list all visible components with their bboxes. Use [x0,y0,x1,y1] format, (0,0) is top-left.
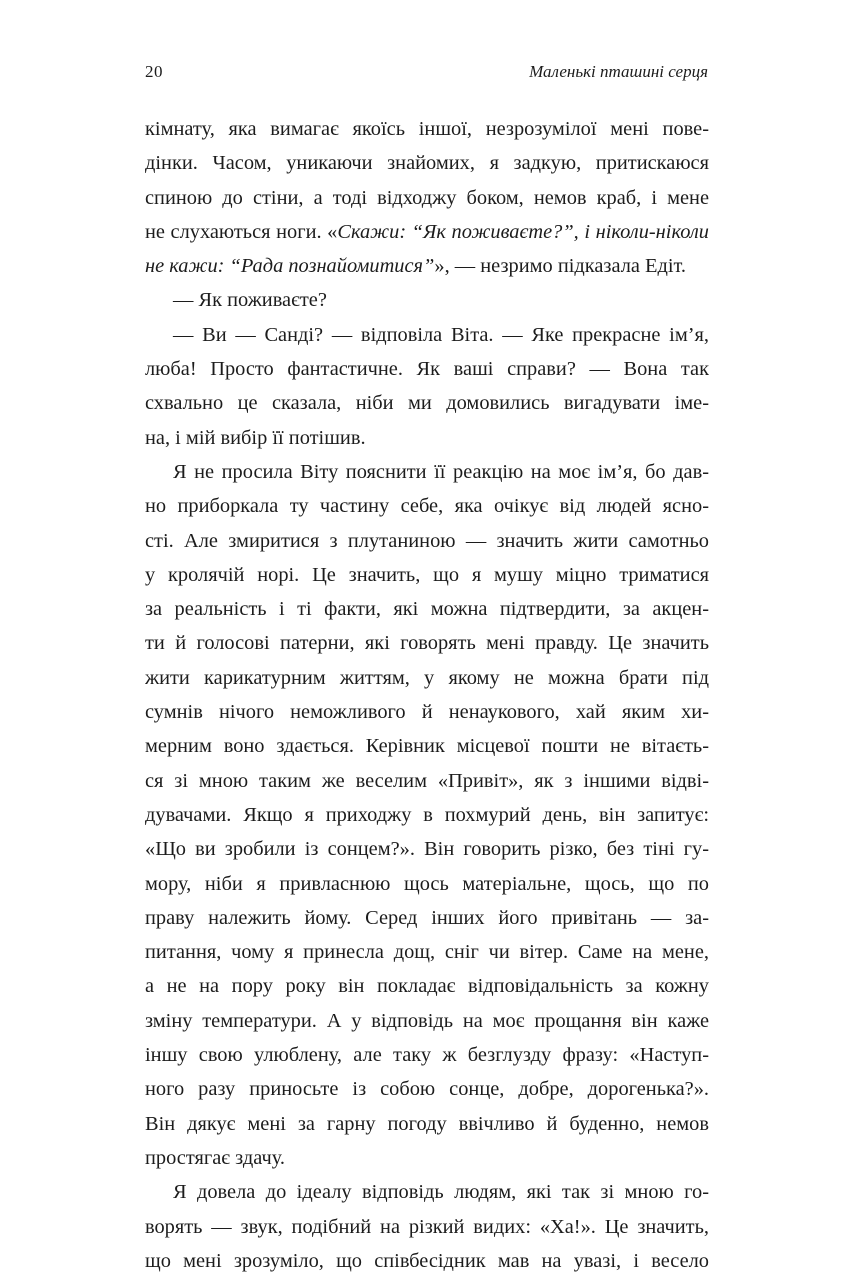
italic-run: Скажи: “Як поживаєте?”, і ніколи-ніколи [337,220,709,243]
text-run: », — незримо підказала Едіт. [434,255,687,278]
text-line: у кролячій норі. Це значить, що я мушу міцно триматися [145,563,709,586]
text-line: Він дякує мені за гарну погоду ввічливо й буденно, немов [145,1112,709,1135]
text-run: не слухаються ноги. « [145,220,338,243]
text-line: — Ви — Санді? — відповіла Віта. — Яке прекрасне ім’я, [173,323,709,346]
text-line: сті. Але змиритися з плутаниною — значить жити самотньо [145,529,709,552]
text-line: люба! Просто фантастичне. Як ваші справи? — Вона так [145,358,709,381]
text-line: Я довела до ідеалу відповідь людям, які так зі мною го- [173,1181,709,1204]
text-line: ся зі мною таким же веселим «Привіт», як з іншими відві- [145,769,709,792]
text-line: кімнату, яка вимагає якоїсь іншої, незрозумілої мені пове- [145,118,709,140]
text-line: «Що ви зробили із сонцем?». Він говорить різко, без тіні гу- [145,838,709,861]
text-line: простягає здачу. [145,1146,285,1169]
text-line: сумнів нічого неможливого й ненаукового, хай яким хи- [145,701,709,724]
text-line: мору, ніби я привласнюю щось матеріальне, щось, що по [145,872,709,895]
italic-run: не кажи: “Рада познайомитися” [145,255,435,278]
text-line: дінки. Часом, уникаючи знайомих, я задкую, притискаюся [145,152,709,175]
text-line [145,215,709,249]
text-line: ного разу приносьте із собою сонце, добре, дорогенька?». [145,1078,709,1101]
body-text [145,112,709,1278]
text-line: спиною до стіни, а тоді відходжу боком, немов краб, і мене [145,186,709,209]
text-line: на, і мій вибір її потішив. [145,426,366,449]
text-line: зміну температури. А у відповідь на моє прощання він каже [145,1009,709,1032]
text-line: Я не просила Віту пояснити її реакцію на моє ім’я, бо дав- [173,460,709,483]
text-line: іншу свою улюблену, але таку ж безглузду фразу: «Наступ- [145,1044,709,1067]
text-line: схвально це сказала, ніби ми домовились вигадувати іме- [145,392,709,415]
text-line: ти й голосові патерни, які говорять мені правду. Це значить [145,632,709,655]
text-line: ворять — звук, подібний на різкий видих: «Ха!». Це значить, [145,1215,709,1238]
text-line: мерним воно здається. Керівник місцевої пошти не вітаєть- [145,735,709,758]
running-title: Маленькі пташині серця [529,62,708,81]
text-line: питання, чому я принесла дощ, сніг чи вітер. Саме на мене, [145,941,709,964]
text-line: — Як поживаєте? [173,289,327,312]
text-line: а не на пору року він покладає відповідальність за кожну [145,975,709,998]
page-number: 20 [145,62,163,81]
text-line: що мені зрозуміло, що співбесідник мав на увазі, і весело [145,1249,709,1272]
text-line: праву належить йому. Серед інших його привітань — за- [145,906,709,929]
text-line: дувачами. Якщо я приходжу в похмурий день, він запитує: [145,803,709,826]
text-line: но приборкала ту частину себе, яка очікує від людей ясно- [145,495,709,518]
text-line: за реальність і ті факти, які можна підтвердити, за акцен- [145,598,709,621]
text-line [145,249,709,283]
text-line: жити карикатурним життям, у якому не можна брати під [145,666,709,689]
